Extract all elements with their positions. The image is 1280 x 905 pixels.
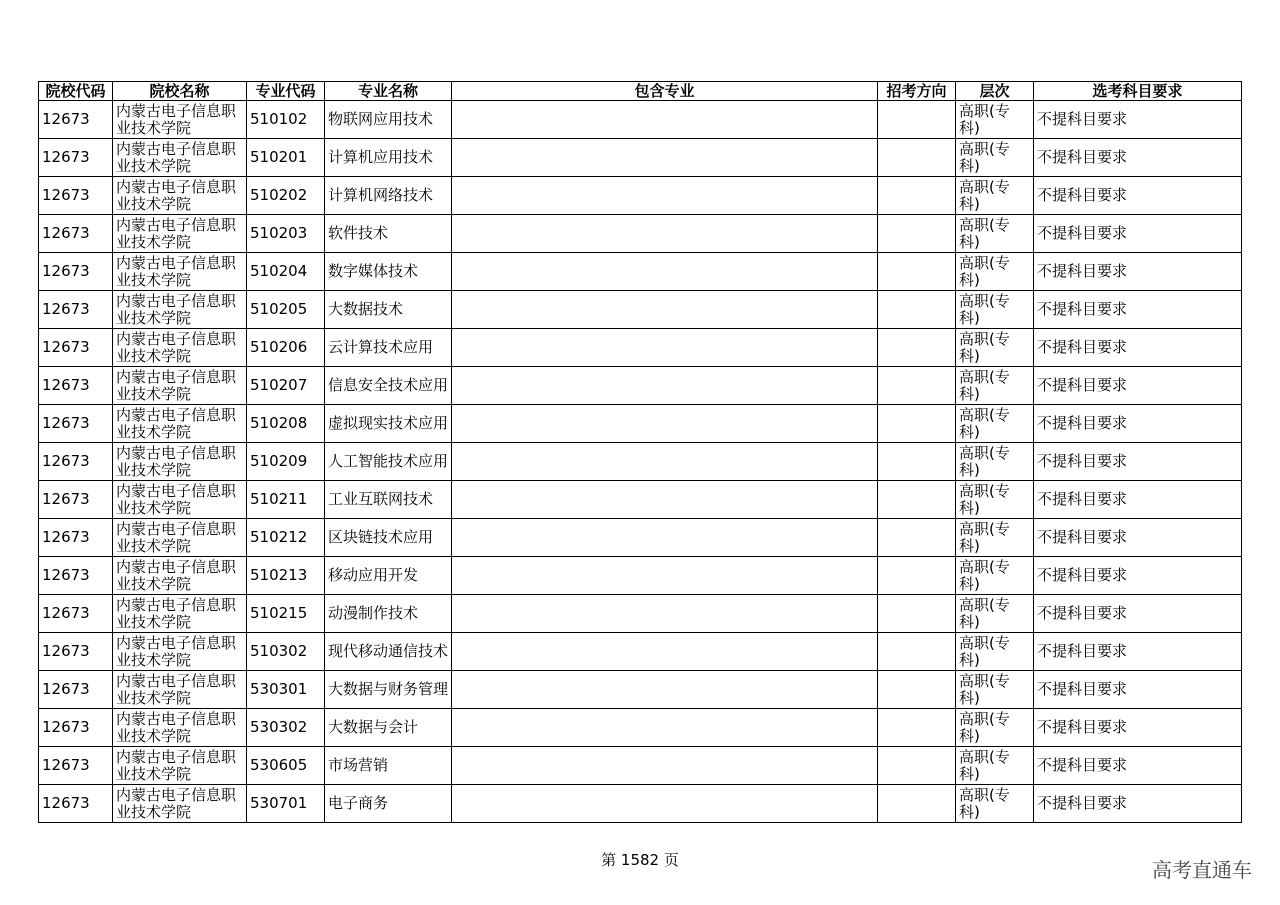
cell-major-code: 510212 <box>247 519 325 557</box>
cell-school-name: 内蒙古电子信息职业技术学院 <box>113 101 247 139</box>
cell-level: 高职(专科) <box>956 367 1034 405</box>
cell-direction <box>878 481 956 519</box>
cell-school-name: 内蒙古电子信息职业技术学院 <box>113 443 247 481</box>
cell-requirement: 不提科目要求 <box>1034 633 1242 671</box>
cell-major-name: 市场营销 <box>325 747 452 785</box>
cell-major-code: 530301 <box>247 671 325 709</box>
cell-major-name: 软件技术 <box>325 215 452 253</box>
cell-school-code: 12673 <box>39 367 113 405</box>
table-row <box>39 747 1242 785</box>
table-row <box>39 405 1242 443</box>
cell-level: 高职(专科) <box>956 443 1034 481</box>
cell-school-name: 内蒙古电子信息职业技术学院 <box>113 329 247 367</box>
cell-level: 高职(专科) <box>956 253 1034 291</box>
cell-major-code: 510102 <box>247 101 325 139</box>
cell-requirement: 不提科目要求 <box>1034 747 1242 785</box>
cell-included-majors <box>452 519 878 557</box>
table-row <box>39 443 1242 481</box>
cell-included-majors <box>452 595 878 633</box>
table-row <box>39 557 1242 595</box>
cell-direction <box>878 633 956 671</box>
cell-requirement: 不提科目要求 <box>1034 139 1242 177</box>
cell-level: 高职(专科) <box>956 557 1034 595</box>
cell-included-majors <box>452 253 878 291</box>
table-row <box>39 633 1242 671</box>
table-row <box>39 671 1242 709</box>
cell-level: 高职(专科) <box>956 405 1034 443</box>
cell-direction <box>878 557 956 595</box>
cell-major-code: 510204 <box>247 253 325 291</box>
cell-school-name: 内蒙古电子信息职业技术学院 <box>113 519 247 557</box>
cell-major-code: 510207 <box>247 367 325 405</box>
cell-major-code: 530302 <box>247 709 325 747</box>
cell-major-code: 510213 <box>247 557 325 595</box>
cell-major-name: 云计算技术应用 <box>325 329 452 367</box>
cell-direction <box>878 215 956 253</box>
cell-level: 高职(专科) <box>956 101 1034 139</box>
cell-level: 高职(专科) <box>956 215 1034 253</box>
header-school-code: 院校代码 <box>39 82 113 101</box>
cell-requirement: 不提科目要求 <box>1034 785 1242 823</box>
table-row <box>39 101 1242 139</box>
cell-requirement: 不提科目要求 <box>1034 329 1242 367</box>
cell-included-majors <box>452 215 878 253</box>
cell-school-name: 内蒙古电子信息职业技术学院 <box>113 747 247 785</box>
header-major-name: 专业名称 <box>325 82 452 101</box>
cell-school-name: 内蒙古电子信息职业技术学院 <box>113 557 247 595</box>
cell-school-code: 12673 <box>39 633 113 671</box>
cell-school-code: 12673 <box>39 329 113 367</box>
cell-school-code: 12673 <box>39 747 113 785</box>
cell-major-code: 510208 <box>247 405 325 443</box>
cell-school-code: 12673 <box>39 481 113 519</box>
cell-school-code: 12673 <box>39 405 113 443</box>
cell-major-code: 510215 <box>247 595 325 633</box>
page-number: 第 1582 页 <box>601 851 679 869</box>
cell-school-code: 12673 <box>39 557 113 595</box>
cell-major-name: 物联网应用技术 <box>325 101 452 139</box>
cell-major-name: 移动应用开发 <box>325 557 452 595</box>
cell-major-name: 虚拟现实技术应用 <box>325 405 452 443</box>
cell-school-code: 12673 <box>39 101 113 139</box>
cell-major-code: 510302 <box>247 633 325 671</box>
cell-level: 高职(专科) <box>956 709 1034 747</box>
cell-major-name: 数字媒体技术 <box>325 253 452 291</box>
cell-direction <box>878 139 956 177</box>
cell-school-code: 12673 <box>39 709 113 747</box>
cell-requirement: 不提科目要求 <box>1034 367 1242 405</box>
table-row <box>39 291 1242 329</box>
cell-level: 高职(专科) <box>956 329 1034 367</box>
cell-included-majors <box>452 785 878 823</box>
cell-level: 高职(专科) <box>956 139 1034 177</box>
cell-level: 高职(专科) <box>956 747 1034 785</box>
watermark: 高考直通车 <box>1152 858 1252 882</box>
cell-direction <box>878 443 956 481</box>
cell-major-name: 工业互联网技术 <box>325 481 452 519</box>
cell-direction <box>878 405 956 443</box>
header-row <box>39 82 1242 101</box>
cell-included-majors <box>452 405 878 443</box>
cell-direction <box>878 595 956 633</box>
cell-requirement: 不提科目要求 <box>1034 443 1242 481</box>
cell-requirement: 不提科目要求 <box>1034 671 1242 709</box>
cell-school-code: 12673 <box>39 177 113 215</box>
cell-requirement: 不提科目要求 <box>1034 291 1242 329</box>
cell-requirement: 不提科目要求 <box>1034 709 1242 747</box>
cell-level: 高职(专科) <box>956 671 1034 709</box>
cell-level: 高职(专科) <box>956 481 1034 519</box>
table-row <box>39 367 1242 405</box>
cell-major-code: 510203 <box>247 215 325 253</box>
cell-major-code: 510202 <box>247 177 325 215</box>
table-row <box>39 595 1242 633</box>
cell-school-name: 内蒙古电子信息职业技术学院 <box>113 709 247 747</box>
table-row <box>39 709 1242 747</box>
cell-direction <box>878 709 956 747</box>
cell-included-majors <box>452 481 878 519</box>
cell-major-name: 计算机应用技术 <box>325 139 452 177</box>
cell-major-code: 510206 <box>247 329 325 367</box>
cell-level: 高职(专科) <box>956 785 1034 823</box>
cell-requirement: 不提科目要求 <box>1034 215 1242 253</box>
cell-major-name: 动漫制作技术 <box>325 595 452 633</box>
cell-level: 高职(专科) <box>956 519 1034 557</box>
cell-major-code: 530605 <box>247 747 325 785</box>
cell-requirement: 不提科目要求 <box>1034 177 1242 215</box>
table-row <box>39 785 1242 823</box>
cell-school-name: 内蒙古电子信息职业技术学院 <box>113 481 247 519</box>
admissions-table <box>38 81 1242 823</box>
cell-school-name: 内蒙古电子信息职业技术学院 <box>113 595 247 633</box>
cell-included-majors <box>452 747 878 785</box>
cell-direction <box>878 785 956 823</box>
cell-major-code: 510201 <box>247 139 325 177</box>
cell-direction <box>878 329 956 367</box>
cell-included-majors <box>452 557 878 595</box>
cell-included-majors <box>452 443 878 481</box>
cell-included-majors <box>452 671 878 709</box>
cell-level: 高职(专科) <box>956 633 1034 671</box>
cell-major-name: 大数据技术 <box>325 291 452 329</box>
cell-school-code: 12673 <box>39 291 113 329</box>
cell-direction <box>878 101 956 139</box>
cell-school-code: 12673 <box>39 443 113 481</box>
cell-direction <box>878 519 956 557</box>
cell-school-code: 12673 <box>39 595 113 633</box>
cell-school-code: 12673 <box>39 253 113 291</box>
cell-requirement: 不提科目要求 <box>1034 481 1242 519</box>
cell-direction <box>878 671 956 709</box>
table-row <box>39 177 1242 215</box>
cell-included-majors <box>452 367 878 405</box>
cell-requirement: 不提科目要求 <box>1034 405 1242 443</box>
cell-major-name: 计算机网络技术 <box>325 177 452 215</box>
cell-requirement: 不提科目要求 <box>1034 253 1242 291</box>
cell-school-name: 内蒙古电子信息职业技术学院 <box>113 367 247 405</box>
cell-major-name: 区块链技术应用 <box>325 519 452 557</box>
cell-school-code: 12673 <box>39 215 113 253</box>
cell-major-code: 510205 <box>247 291 325 329</box>
cell-school-name: 内蒙古电子信息职业技术学院 <box>113 177 247 215</box>
cell-direction <box>878 177 956 215</box>
table-row <box>39 519 1242 557</box>
cell-major-name: 电子商务 <box>325 785 452 823</box>
cell-requirement: 不提科目要求 <box>1034 101 1242 139</box>
header-school-name: 院校名称 <box>113 82 247 101</box>
cell-major-name: 大数据与会计 <box>325 709 452 747</box>
header-level: 层次 <box>956 82 1034 101</box>
header-requirement: 选考科目要求 <box>1034 82 1242 101</box>
cell-school-name: 内蒙古电子信息职业技术学院 <box>113 671 247 709</box>
cell-level: 高职(专科) <box>956 177 1034 215</box>
header-major-code: 专业代码 <box>247 82 325 101</box>
cell-level: 高职(专科) <box>956 291 1034 329</box>
cell-direction <box>878 367 956 405</box>
cell-major-code: 510209 <box>247 443 325 481</box>
table-row <box>39 481 1242 519</box>
cell-school-name: 内蒙古电子信息职业技术学院 <box>113 215 247 253</box>
cell-included-majors <box>452 291 878 329</box>
cell-major-name: 人工智能技术应用 <box>325 443 452 481</box>
cell-school-name: 内蒙古电子信息职业技术学院 <box>113 785 247 823</box>
cell-major-code: 530701 <box>247 785 325 823</box>
table-row <box>39 329 1242 367</box>
cell-school-code: 12673 <box>39 671 113 709</box>
cell-school-code: 12673 <box>39 785 113 823</box>
table-body <box>39 101 1242 823</box>
cell-requirement: 不提科目要求 <box>1034 519 1242 557</box>
cell-school-name: 内蒙古电子信息职业技术学院 <box>113 405 247 443</box>
cell-included-majors <box>452 709 878 747</box>
table-row <box>39 253 1242 291</box>
cell-included-majors <box>452 139 878 177</box>
cell-major-name: 现代移动通信技术 <box>325 633 452 671</box>
cell-major-name: 信息安全技术应用 <box>325 367 452 405</box>
header-included-majors: 包含专业 <box>452 82 878 101</box>
cell-major-name: 大数据与财务管理 <box>325 671 452 709</box>
cell-included-majors <box>452 101 878 139</box>
cell-requirement: 不提科目要求 <box>1034 557 1242 595</box>
cell-included-majors <box>452 177 878 215</box>
cell-included-majors <box>452 329 878 367</box>
cell-direction <box>878 747 956 785</box>
header-direction: 招考方向 <box>878 82 956 101</box>
cell-school-name: 内蒙古电子信息职业技术学院 <box>113 633 247 671</box>
table-row <box>39 139 1242 177</box>
cell-direction <box>878 291 956 329</box>
cell-major-code: 510211 <box>247 481 325 519</box>
cell-school-code: 12673 <box>39 519 113 557</box>
cell-requirement: 不提科目要求 <box>1034 595 1242 633</box>
cell-school-name: 内蒙古电子信息职业技术学院 <box>113 139 247 177</box>
cell-school-name: 内蒙古电子信息职业技术学院 <box>113 291 247 329</box>
cell-level: 高职(专科) <box>956 595 1034 633</box>
cell-school-name: 内蒙古电子信息职业技术学院 <box>113 253 247 291</box>
table-row <box>39 215 1242 253</box>
cell-school-code: 12673 <box>39 139 113 177</box>
cell-direction <box>878 253 956 291</box>
cell-included-majors <box>452 633 878 671</box>
